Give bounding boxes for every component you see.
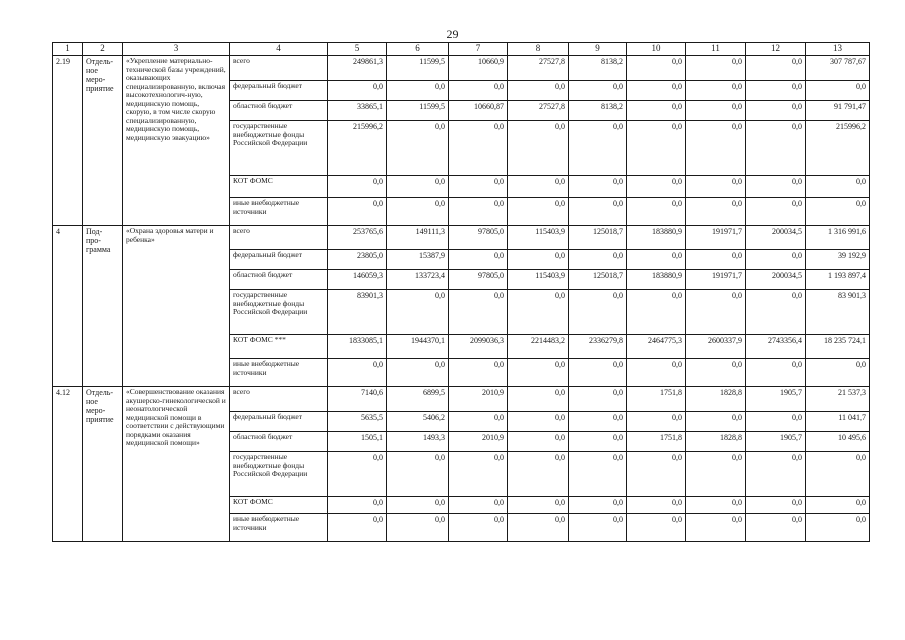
- year-value: 2214483,2: [508, 335, 569, 359]
- year-value: 0,0: [569, 359, 627, 387]
- budget-table: [52, 42, 870, 542]
- year-value: 0,0: [449, 121, 508, 176]
- total-value: 215996,2: [806, 121, 870, 176]
- year-value: 0,0: [449, 359, 508, 387]
- year-value: 146059,3: [328, 270, 387, 290]
- page-number: 29: [446, 27, 459, 41]
- item-type: Отдель- ное меро- приятие: [83, 387, 123, 542]
- total-value: 18 235 724,1: [806, 335, 870, 359]
- year-value: 0,0: [449, 412, 508, 432]
- funding-source: государственные внебюджетные фонды Российской Федерации: [230, 121, 328, 176]
- year-value: 215996,2: [328, 121, 387, 176]
- year-value: 33865,1: [328, 101, 387, 121]
- year-value: 0,0: [387, 176, 449, 198]
- year-value: 5406,2: [387, 412, 449, 432]
- table-body: [53, 56, 870, 542]
- year-value: 0,0: [387, 290, 449, 335]
- year-value: 0,0: [627, 359, 686, 387]
- year-value: 0,0: [569, 250, 627, 270]
- year-value: 0,0: [686, 514, 746, 542]
- year-value: 0,0: [387, 81, 449, 101]
- year-value: 253765,6: [328, 226, 387, 250]
- year-value: 0,0: [746, 452, 806, 497]
- table-row: [53, 226, 870, 250]
- year-value: 0,0: [627, 198, 686, 226]
- funding-source: иные внебюджетные источники: [230, 359, 328, 387]
- year-value: 0,0: [328, 359, 387, 387]
- year-value: 0,0: [387, 452, 449, 497]
- total-value: 21 537,3: [806, 387, 870, 412]
- year-value: 0,0: [569, 387, 627, 412]
- column-number: 7: [449, 43, 508, 56]
- year-value: 97805,0: [449, 226, 508, 250]
- year-value: 0,0: [508, 359, 569, 387]
- funding-source: государственные внебюджетные фонды Российской Федерации: [230, 290, 328, 335]
- year-value: 0,0: [627, 56, 686, 81]
- column-number: 8: [508, 43, 569, 56]
- funding-source: государственные внебюджетные фонды Российской Федерации: [230, 452, 328, 497]
- column-number: 5: [328, 43, 387, 56]
- year-value: 1905,7: [746, 387, 806, 412]
- funding-source: КОТ ФОМС: [230, 176, 328, 198]
- year-value: 0,0: [627, 514, 686, 542]
- year-value: 1944370,1: [387, 335, 449, 359]
- total-value: 0,0: [806, 514, 870, 542]
- year-value: 15387,9: [387, 250, 449, 270]
- column-number-row: [53, 43, 870, 56]
- year-value: 2010,9: [449, 387, 508, 412]
- year-value: 0,0: [746, 359, 806, 387]
- year-value: 0,0: [686, 81, 746, 101]
- year-value: 2600337,9: [686, 335, 746, 359]
- year-value: 0,0: [627, 101, 686, 121]
- year-value: 10660,87: [449, 101, 508, 121]
- total-value: 0,0: [806, 497, 870, 514]
- year-value: 0,0: [508, 121, 569, 176]
- year-value: 8138,2: [569, 101, 627, 121]
- item-type: Под- про- грамма: [83, 226, 123, 387]
- year-value: 0,0: [686, 250, 746, 270]
- year-value: 0,0: [746, 56, 806, 81]
- year-value: 0,0: [508, 198, 569, 226]
- year-value: 5635,5: [328, 412, 387, 432]
- year-value: 133723,4: [387, 270, 449, 290]
- year-value: 0,0: [627, 121, 686, 176]
- year-value: 200034,5: [746, 226, 806, 250]
- funding-source: областной бюджет: [230, 432, 328, 452]
- year-value: 0,0: [387, 198, 449, 226]
- year-value: 0,0: [328, 81, 387, 101]
- funding-source: иные внебюджетные источники: [230, 514, 328, 542]
- year-value: 0,0: [627, 250, 686, 270]
- year-value: 0,0: [686, 121, 746, 176]
- total-value: 10 495,6: [806, 432, 870, 452]
- year-value: 0,0: [387, 497, 449, 514]
- year-value: 0,0: [686, 101, 746, 121]
- year-value: 0,0: [746, 250, 806, 270]
- year-value: 0,0: [627, 497, 686, 514]
- funding-source: федеральный бюджет: [230, 250, 328, 270]
- column-number: 12: [746, 43, 806, 56]
- year-value: 0,0: [508, 412, 569, 432]
- year-value: 2010,9: [449, 432, 508, 452]
- year-value: 183880,9: [627, 270, 686, 290]
- year-value: 7140,6: [328, 387, 387, 412]
- year-value: 11599,5: [387, 101, 449, 121]
- total-value: 0,0: [806, 452, 870, 497]
- year-value: 0,0: [328, 198, 387, 226]
- year-value: 0,0: [627, 176, 686, 198]
- year-value: 115403,9: [508, 270, 569, 290]
- year-value: 0,0: [449, 452, 508, 497]
- year-value: 0,0: [387, 359, 449, 387]
- year-value: 10660,9: [449, 56, 508, 81]
- year-value: 0,0: [746, 514, 806, 542]
- year-value: 0,0: [449, 81, 508, 101]
- funding-source: федеральный бюджет: [230, 412, 328, 432]
- column-number: 6: [387, 43, 449, 56]
- funding-source: всего: [230, 56, 328, 81]
- year-value: 0,0: [569, 514, 627, 542]
- column-number: 13: [806, 43, 870, 56]
- year-value: 1505,1: [328, 432, 387, 452]
- total-value: 0,0: [806, 198, 870, 226]
- total-value: 1 316 991,6: [806, 226, 870, 250]
- year-value: 0,0: [449, 290, 508, 335]
- year-value: 0,0: [508, 452, 569, 497]
- year-value: 0,0: [328, 452, 387, 497]
- year-value: 0,0: [746, 121, 806, 176]
- year-value: 0,0: [569, 121, 627, 176]
- year-value: 125018,7: [569, 226, 627, 250]
- year-value: 1828,8: [686, 387, 746, 412]
- item-type: Отдель- ное меро- приятие: [83, 56, 123, 226]
- column-number: 11: [686, 43, 746, 56]
- year-value: 0,0: [686, 497, 746, 514]
- year-value: 1751,8: [627, 387, 686, 412]
- funding-source: КОТ ФОМС ***: [230, 335, 328, 359]
- year-value: 0,0: [746, 81, 806, 101]
- year-value: 0,0: [569, 497, 627, 514]
- year-value: 0,0: [449, 176, 508, 198]
- column-number: 4: [230, 43, 328, 56]
- year-value: 0,0: [569, 432, 627, 452]
- year-value: 0,0: [569, 198, 627, 226]
- year-value: 0,0: [746, 101, 806, 121]
- total-value: 1 193 897,4: [806, 270, 870, 290]
- year-value: 8138,2: [569, 56, 627, 81]
- funding-source: всего: [230, 387, 328, 412]
- year-value: 0,0: [508, 432, 569, 452]
- year-value: 0,0: [328, 176, 387, 198]
- item-code: 4: [53, 226, 83, 387]
- total-value: 83 901,3: [806, 290, 870, 335]
- year-value: 0,0: [569, 290, 627, 335]
- year-value: 2464775,3: [627, 335, 686, 359]
- item-name: «Укрепление материально-технической базы учреждений, оказывающих специализированную, включая высокотехнологич-ную, медицинскую помощь, скорую, в том числе скорую специализированную, медицинскую помощь, медицинскую эвакуацию»: [123, 56, 230, 226]
- year-value: 0,0: [686, 359, 746, 387]
- year-value: 0,0: [449, 250, 508, 270]
- year-value: 191971,7: [686, 270, 746, 290]
- total-value: 11 041,7: [806, 412, 870, 432]
- year-value: 0,0: [627, 412, 686, 432]
- year-value: 2336279,8: [569, 335, 627, 359]
- year-value: 1493,3: [387, 432, 449, 452]
- year-value: 183880,9: [627, 226, 686, 250]
- year-value: 0,0: [508, 81, 569, 101]
- year-value: 249861,3: [328, 56, 387, 81]
- year-value: 0,0: [686, 176, 746, 198]
- year-value: 97805,0: [449, 270, 508, 290]
- year-value: 0,0: [449, 497, 508, 514]
- year-value: 27527,8: [508, 101, 569, 121]
- item-name: «Совершенствование оказания акушерско-гинекологической и неонатологической медицинской помощи в соответствии с действующими порядками оказания медицинской помощи»: [123, 387, 230, 542]
- year-value: 191971,7: [686, 226, 746, 250]
- year-value: 1905,7: [746, 432, 806, 452]
- year-value: 0,0: [627, 81, 686, 101]
- total-value: 0,0: [806, 176, 870, 198]
- year-value: 27527,8: [508, 56, 569, 81]
- year-value: 0,0: [686, 412, 746, 432]
- year-value: 0,0: [508, 497, 569, 514]
- year-value: 0,0: [746, 198, 806, 226]
- year-value: 2099036,3: [449, 335, 508, 359]
- year-value: 1833085,1: [328, 335, 387, 359]
- funding-source: КОТ ФОМС: [230, 497, 328, 514]
- year-value: 0,0: [449, 198, 508, 226]
- total-value: 91 791,47: [806, 101, 870, 121]
- year-value: 200034,5: [746, 270, 806, 290]
- year-value: 149111,3: [387, 226, 449, 250]
- funding-source: федеральный бюджет: [230, 81, 328, 101]
- funding-source: всего: [230, 226, 328, 250]
- total-value: 39 192,9: [806, 250, 870, 270]
- year-value: 0,0: [387, 121, 449, 176]
- column-number: 10: [627, 43, 686, 56]
- year-value: 1828,8: [686, 432, 746, 452]
- table-row: [53, 56, 870, 81]
- year-value: 0,0: [627, 290, 686, 335]
- item-code: 2.19: [53, 56, 83, 226]
- year-value: 0,0: [508, 176, 569, 198]
- funding-source: областной бюджет: [230, 270, 328, 290]
- year-value: 0,0: [328, 514, 387, 542]
- item-code: 4.12: [53, 387, 83, 542]
- year-value: 125018,7: [569, 270, 627, 290]
- year-value: 23805,0: [328, 250, 387, 270]
- year-value: 0,0: [569, 412, 627, 432]
- column-number: 9: [569, 43, 627, 56]
- table-row: [53, 387, 870, 412]
- total-value: 0,0: [806, 81, 870, 101]
- year-value: 2743356,4: [746, 335, 806, 359]
- year-value: 0,0: [746, 176, 806, 198]
- funding-source: иные внебюджетные источники: [230, 198, 328, 226]
- year-value: 0,0: [686, 290, 746, 335]
- year-value: 11599,5: [387, 56, 449, 81]
- year-value: 0,0: [508, 250, 569, 270]
- total-value: 307 787,67: [806, 56, 870, 81]
- year-value: 0,0: [328, 497, 387, 514]
- column-number: 3: [123, 43, 230, 56]
- funding-source: областной бюджет: [230, 101, 328, 121]
- column-number: 2: [83, 43, 123, 56]
- year-value: 0,0: [627, 452, 686, 497]
- year-value: 0,0: [387, 514, 449, 542]
- year-value: 0,0: [746, 290, 806, 335]
- item-name: «Охрана здоровья матери и ребенка»: [123, 226, 230, 387]
- year-value: 0,0: [746, 412, 806, 432]
- total-value: 0,0: [806, 359, 870, 387]
- year-value: 1751,8: [627, 432, 686, 452]
- year-value: 0,0: [569, 176, 627, 198]
- year-value: 0,0: [569, 81, 627, 101]
- year-value: 6899,5: [387, 387, 449, 412]
- year-value: 0,0: [746, 497, 806, 514]
- year-value: 0,0: [449, 514, 508, 542]
- year-value: 0,0: [508, 514, 569, 542]
- year-value: 0,0: [686, 452, 746, 497]
- year-value: 0,0: [569, 452, 627, 497]
- year-value: 83901,3: [328, 290, 387, 335]
- year-value: 0,0: [686, 56, 746, 81]
- year-value: 0,0: [508, 387, 569, 412]
- year-value: 0,0: [508, 290, 569, 335]
- year-value: 0,0: [686, 198, 746, 226]
- column-number: 1: [53, 43, 83, 56]
- year-value: 115403,9: [508, 226, 569, 250]
